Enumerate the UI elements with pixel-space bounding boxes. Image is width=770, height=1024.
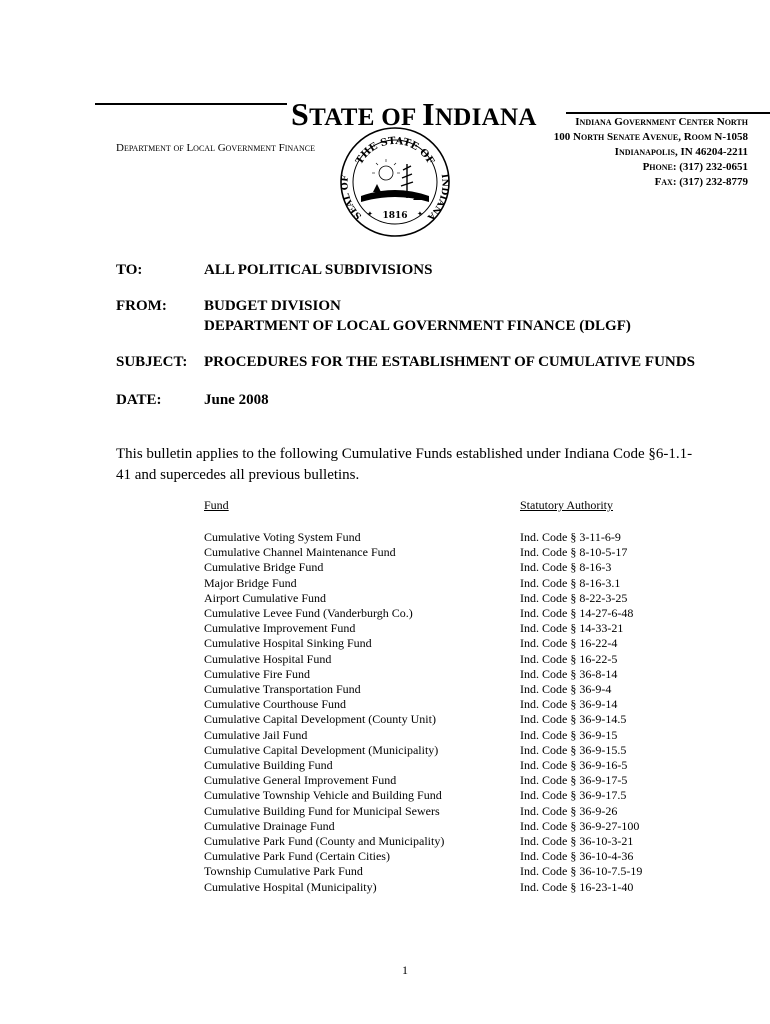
from-label: FROM: <box>116 298 167 314</box>
intro-line-1: This bulletin applies to the following Cumulative Funds established under Indiana Code §6-1.1- <box>116 446 693 462</box>
fund-name: Cumulative Channel Maintenance Fund <box>204 545 396 560</box>
fund-name: Cumulative Bridge Fund <box>204 560 324 575</box>
seal-year: 1816 <box>382 211 408 221</box>
seal-left-text: SEAL OF <box>340 174 365 221</box>
statutory-authority: Ind. Code § 36-9-16-5 <box>520 758 628 773</box>
date-value: June 2008 <box>204 392 269 408</box>
from-value-line-1: BUDGET DIVISION <box>204 298 341 314</box>
svg-text:THE STATE OF <box>354 136 436 167</box>
statutory-authority: Ind. Code § 36-9-15.5 <box>520 742 627 757</box>
title-part-2: NDIANA <box>434 104 537 131</box>
statutory-authority: Ind. Code § 36-10-7.5-19 <box>520 864 643 879</box>
address-line-2: 100 North Senate Avenue, Room N-1058 <box>553 131 748 143</box>
fund-name: Airport Cumulative Fund <box>204 590 326 605</box>
address-line-3: Indianapolis, IN 46204-2211 <box>614 146 748 158</box>
statutory-authority: Ind. Code § 36-8-14 <box>520 666 618 681</box>
fund-name: Major Bridge Fund <box>204 575 297 590</box>
address-line-1: Indiana Government Center North <box>575 116 748 128</box>
fund-name: Cumulative Jail Fund <box>204 727 308 742</box>
fund-name: Township Cumulative Park Fund <box>204 864 363 879</box>
subject-value: PROCEDURES FOR THE ESTABLISHMENT OF CUMULATIVE FUNDS <box>204 354 695 370</box>
fund-name: Cumulative Voting System Fund <box>204 530 361 544</box>
fund-name: Cumulative Park Fund (Certain Cities) <box>204 849 390 864</box>
svg-text:✦: ✦ <box>417 210 423 218</box>
statutory-authority: Ind. Code § 36-9-15 <box>520 727 618 742</box>
statutory-authority: Ind. Code § 36-10-3-21 <box>520 834 634 849</box>
svg-text:SEAL OF <box>340 174 364 220</box>
statutory-authority: Ind. Code § 16-22-5 <box>520 651 618 666</box>
intro-line-2: 41 and supercedes all previous bulletins. <box>116 467 360 483</box>
to-label: TO: <box>116 262 143 278</box>
address-block <box>554 115 748 190</box>
fund-name: Cumulative Courthouse Fund <box>204 697 346 712</box>
title-initial-i: I <box>422 96 435 132</box>
to-value: ALL POLITICAL SUBDIVISIONS <box>204 262 433 278</box>
authority-list <box>520 530 642 895</box>
statutory-authority: Ind. Code § 36-9-26 <box>520 803 618 818</box>
state-seal-icon <box>339 126 451 238</box>
authority-column-header: Statutory Authority <box>520 498 613 512</box>
statutory-authority: Ind. Code § 8-16-3 <box>520 560 612 575</box>
fund-name: Cumulative Hospital Fund <box>204 651 332 666</box>
statutory-authority: Ind. Code § 36-9-14.5 <box>520 712 627 727</box>
fund-list <box>204 530 444 895</box>
fund-name: Cumulative Township Vehicle and Building Fund <box>204 788 442 803</box>
statutory-authority: Ind. Code § 36-9-4 <box>520 682 612 697</box>
fund-name: Cumulative Levee Fund (Vanderburgh Co.) <box>204 606 413 621</box>
statutory-authority: Ind. Code § 36-9-17.5 <box>520 788 627 803</box>
statutory-authority: Ind. Code § 8-10-5-17 <box>520 545 628 560</box>
statutory-authority: Ind. Code § 8-22-3-25 <box>520 590 628 605</box>
fund-name: Cumulative Building Fund for Municipal Sewers <box>204 803 440 818</box>
statutory-authority: Ind. Code § 3-11-6-9 <box>520 530 621 544</box>
address-line-fax: Fax: (317) 232-8779 <box>654 176 748 188</box>
header-rule-right <box>566 112 770 114</box>
fund-name: Cumulative Park Fund (County and Municipality) <box>204 834 445 849</box>
statutory-authority: Ind. Code § 14-33-21 <box>520 621 624 636</box>
department-name: Department of Local Government Finance <box>116 142 315 154</box>
fund-name: Cumulative Hospital (Municipality) <box>204 879 377 894</box>
from-value-line-2: DEPARTMENT OF LOCAL GOVERNMENT FINANCE (DLGF) <box>204 318 631 334</box>
statutory-authority: Ind. Code § 14-27-6-48 <box>520 606 634 621</box>
intro-paragraph <box>116 444 706 486</box>
header-rule-left <box>95 103 287 105</box>
fund-name: Cumulative Hospital Sinking Fund <box>204 636 372 651</box>
svg-text:✦: ✦ <box>367 210 373 218</box>
fund-name: Cumulative Building Fund <box>204 758 333 773</box>
fund-name: Cumulative Drainage Fund <box>204 818 335 833</box>
date-label: DATE: <box>116 392 162 408</box>
statutory-authority: Ind. Code § 36-9-14 <box>520 697 618 712</box>
seal-right-text: INDIANA <box>425 173 450 222</box>
fund-column-header: Fund <box>204 498 229 512</box>
fund-name: Cumulative Transportation Fund <box>204 682 361 697</box>
statutory-authority: Ind. Code § 16-23-1-40 <box>520 879 634 894</box>
statutory-authority: Ind. Code § 8-16-3.1 <box>520 575 621 590</box>
fund-name: Cumulative Capital Development (County Unit) <box>204 712 436 727</box>
statutory-authority: Ind. Code § 16-22-4 <box>520 636 618 651</box>
statutory-authority: Ind. Code § 36-10-4-36 <box>520 849 634 864</box>
page-number: 1 <box>402 963 408 977</box>
title-initial-s: S <box>291 96 310 132</box>
address-line-phone: Phone: (317) 232-0651 <box>642 161 748 173</box>
fund-name: Cumulative Improvement Fund <box>204 621 356 636</box>
statutory-authority: Ind. Code § 36-9-17-5 <box>520 773 628 788</box>
fund-name: Cumulative Capital Development (Municipality) <box>204 742 439 757</box>
title-part-1: TATE OF <box>309 104 423 131</box>
fund-name: Cumulative General Improvement Fund <box>204 773 397 788</box>
subject-label: SUBJECT: <box>116 354 188 370</box>
statutory-authority: Ind. Code § 36-9-27-100 <box>520 818 640 833</box>
fund-name: Cumulative Fire Fund <box>204 666 310 681</box>
seal-top-text: THE STATE OF <box>354 135 436 167</box>
